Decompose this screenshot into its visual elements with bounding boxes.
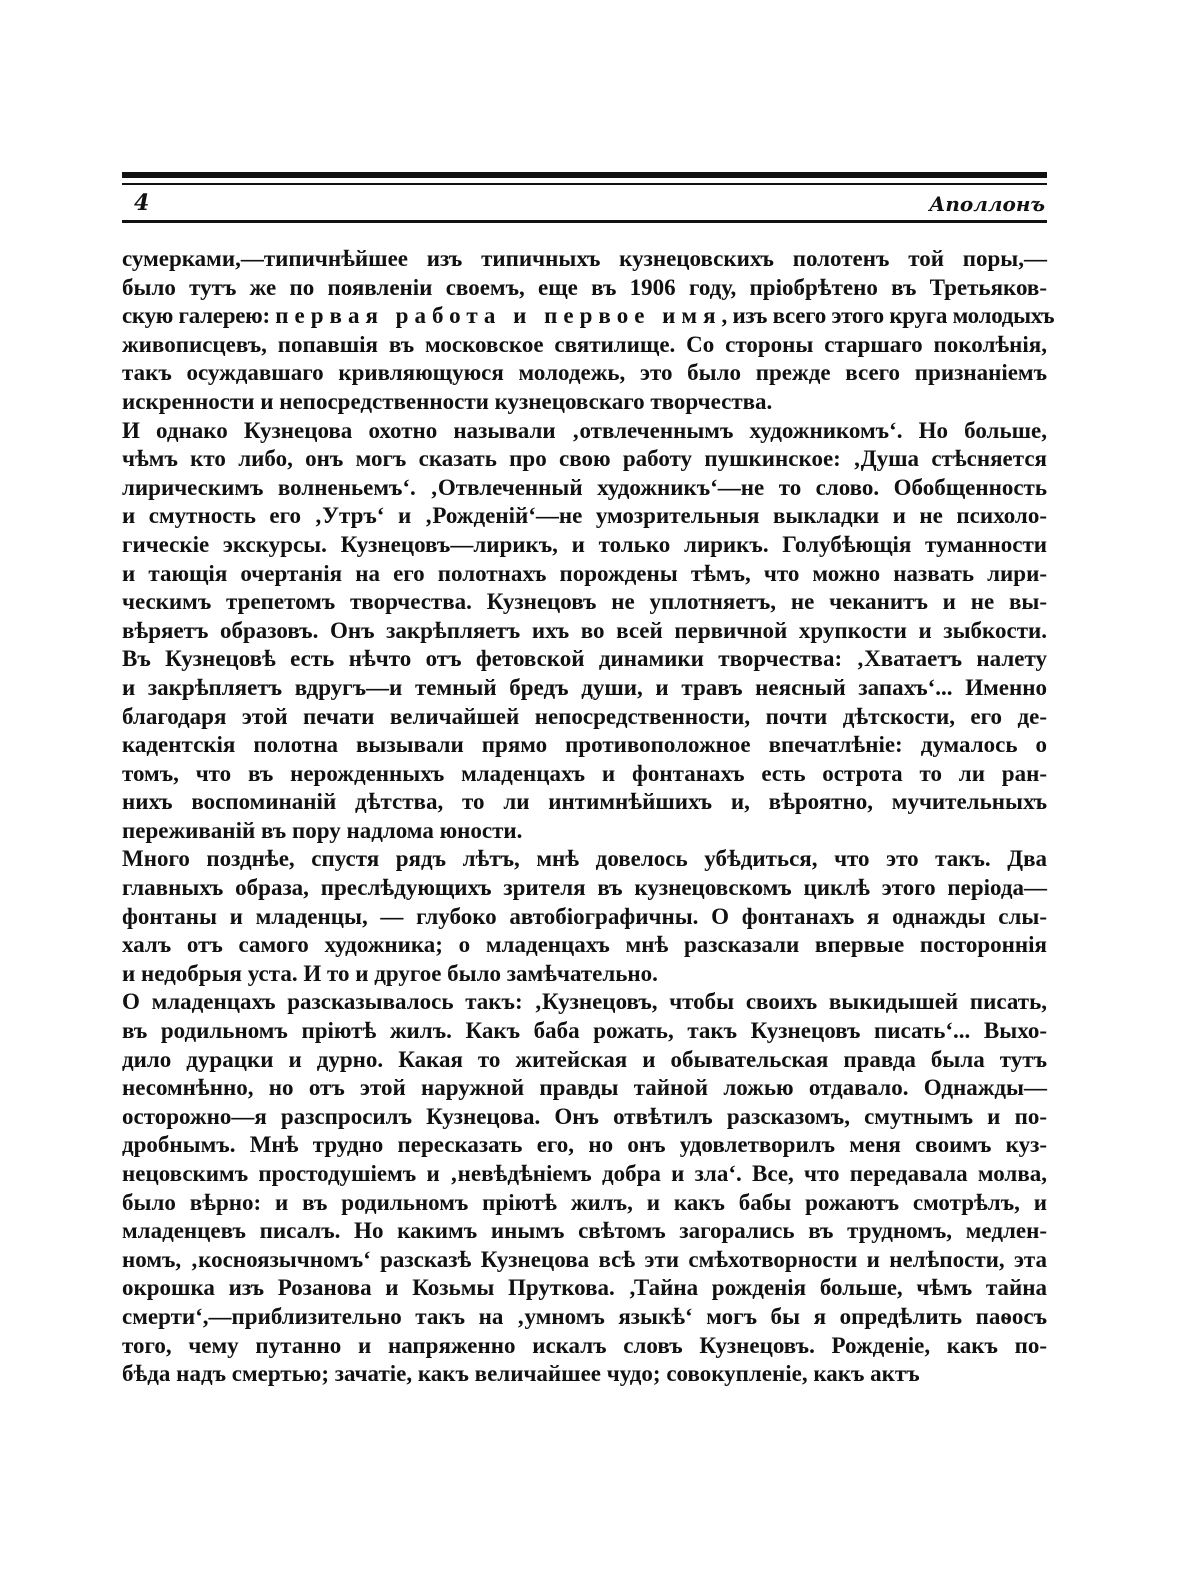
- page-number: 4: [134, 190, 150, 216]
- text-line: чѣмъ кто либо, онъ могъ сказать про свою работу пушкинское: ‚Душа стѣсняется: [122, 446, 1047, 472]
- text-line: Много позднѣе, спустя рядъ лѣтъ, мнѣ довелось убѣдиться, что это такъ. Два: [122, 846, 1047, 872]
- text-line: вѣряетъ образовъ. Онъ закрѣпляетъ ихъ во всей первичной хрупкости и зыбкости.: [122, 617, 1047, 643]
- paragraph: [122, 845, 1047, 988]
- paragraph: [122, 988, 1047, 1388]
- text-line: О младенцахъ разсказывалось такъ: ‚Кузнецовъ, чтобы своихъ выкидышей писать,: [122, 989, 1047, 1015]
- text-line: несомнѣнно, но отъ этой наружной правды тайной ложью отдавало. Однажды—: [122, 1075, 1047, 1101]
- text-line: благодаря этой печати величайшей непосредственности, почти дѣтскости, его де-: [122, 703, 1047, 729]
- emphasis-spaced: первая работа и первое имя: [275, 303, 722, 329]
- text-line: было вѣрно: и въ родильномъ пріютѣ жилъ, и какъ бабы рожаютъ смотрѣлъ, и: [122, 1189, 1047, 1215]
- running-head: [122, 172, 1047, 228]
- text-line: осторожно—я разспросилъ Кузнецова. Онъ отвѣтилъ разсказомъ, смутнымъ и по-: [122, 1103, 1047, 1129]
- text-line: лирическимъ волненьемъ‘. ‚Отвлеченный художникъ‘—не то слово. Обобщенность: [122, 474, 1047, 500]
- text-line: живописцевъ, попавшія въ московское святилище. Со стороны старшаго поколѣнія,: [122, 331, 1047, 357]
- text-line: въ родильномъ пріютѣ жилъ. Какъ баба рожать, такъ Кузнецовъ писать‘... Выхо-: [122, 1018, 1047, 1044]
- text-line: халъ отъ самого художника; о младенцахъ мнѣ разсказали впервые постороннія: [122, 932, 1047, 958]
- text-line: смерти‘,—приблизительно такъ на ‚умномъ языкѣ‘ могъ бы я опредѣлить паѳосъ: [122, 1303, 1047, 1329]
- text-line: нецовскимъ простодушіемъ и ‚невѣдѣніемъ добра и зла‘. Все, что передавала молва,: [122, 1161, 1047, 1186]
- text-line: нихъ воспоминаній дѣтства, то ли интимнѣйшихъ и, вѣроятно, мучительныхъ: [122, 789, 1047, 815]
- text-line: того, чему путанно и напряженно искалъ словъ Кузнецовъ. Рожденіе, какъ по-: [122, 1332, 1047, 1358]
- paragraph: [122, 245, 1055, 417]
- text-line: переживаній въ пору надлома юности.: [122, 817, 523, 843]
- text-line: скую галерею: первая работа и первое имя, изъ всего этого круга молодыхъ: [122, 303, 1055, 329]
- header-rule-thin: [122, 183, 1047, 185]
- text-line: и тающія очертанія на его полотнахъ порождены тѣмъ, что можно назвать лири-: [122, 560, 1047, 586]
- body-text: [122, 245, 1055, 1389]
- text-line: и недобрыя уста. И то и другое было замѣчательно.: [122, 960, 658, 986]
- text-line: младенцевъ писалъ. Но какимъ инымъ свѣтомъ загорались въ трудномъ, медлен-: [122, 1218, 1047, 1244]
- text-line: гическіе экскурсы. Кузнецовъ—лирикъ, и только лирикъ. Голубѣющія туманности: [122, 531, 1047, 557]
- paragraph: [122, 417, 1047, 846]
- text-line: фонтаны и младенцы, — глубоко автобіографичны. О фонтанахъ я однажды слы-: [122, 903, 1047, 929]
- text-line: и закрѣпляетъ вдругъ—и темный бредъ души, и травъ неясный запахъ‘... Именно: [122, 674, 1047, 700]
- text-line: кадентскія полотна вызывали прямо противоположное впечатлѣніе: думалось о: [122, 732, 1047, 758]
- text-line: бѣда надъ смертью; зачатіе, какъ величайшее чудо; совокупленіе, какъ актъ: [122, 1361, 920, 1387]
- text-line: такъ осуждавшаго кривляющуюся молодежь, это было прежде всего признаніемъ: [122, 360, 1047, 386]
- text-line: номъ, ‚косноязычномъ‘ разсказѣ Кузнецова всѣ эти смѣхотворности и нелѣпости, эта: [122, 1246, 1047, 1272]
- text-line: дробнымъ. Мнѣ трудно пересказать его, но онъ удовлетворилъ меня своимъ куз-: [122, 1132, 1047, 1158]
- text-line: было тутъ же по появленіи своемъ, еще въ 1906 году, пріобрѣтено въ Третьяков-: [122, 274, 1047, 300]
- text-line: главныхъ образа, преслѣдующихъ зрителя въ кузнецовскомъ циклѣ этого періода—: [122, 875, 1047, 901]
- text-line: Въ Кузнецовѣ есть нѣчто отъ фетовской динамики творчества: ‚Хватаетъ налету: [122, 646, 1047, 672]
- text-line: окрошка изъ Розанова и Козьмы Пруткова. ‚Тайна рожденія больше, чѣмъ тайна: [122, 1275, 1047, 1301]
- text-line: сумерками,—типичнѣйшее изъ типичныхъ кузнецовскихъ полотенъ той поры,—: [122, 246, 1047, 271]
- text-line: и смутность его ‚Утръ‘ и ‚Рожденій‘—не умозрительныя выкладки и не психоло-: [122, 503, 1047, 529]
- text-line: ческимъ трепетомъ творчества. Кузнецовъ не уплотняетъ, не чеканитъ и не вы-: [122, 589, 1047, 615]
- text-line: И однако Кузнецова охотно называли ‚отвлеченнымъ художникомъ‘. Но больше,: [122, 417, 1047, 443]
- header-rule-bottom: [122, 220, 1047, 223]
- journal-title: Аполлонъ: [929, 192, 1045, 216]
- text-line: искренности и непосредственности кузнецовскаго творчества.: [122, 388, 773, 414]
- header-rule-thick: [122, 172, 1047, 178]
- text-line: томъ, что въ нерожденныхъ младенцахъ и фонтанахъ есть острота то ли ран-: [122, 760, 1047, 786]
- text-line: дило дурацки и дурно. Какая то житейская и обывательская правда была тутъ: [122, 1046, 1047, 1072]
